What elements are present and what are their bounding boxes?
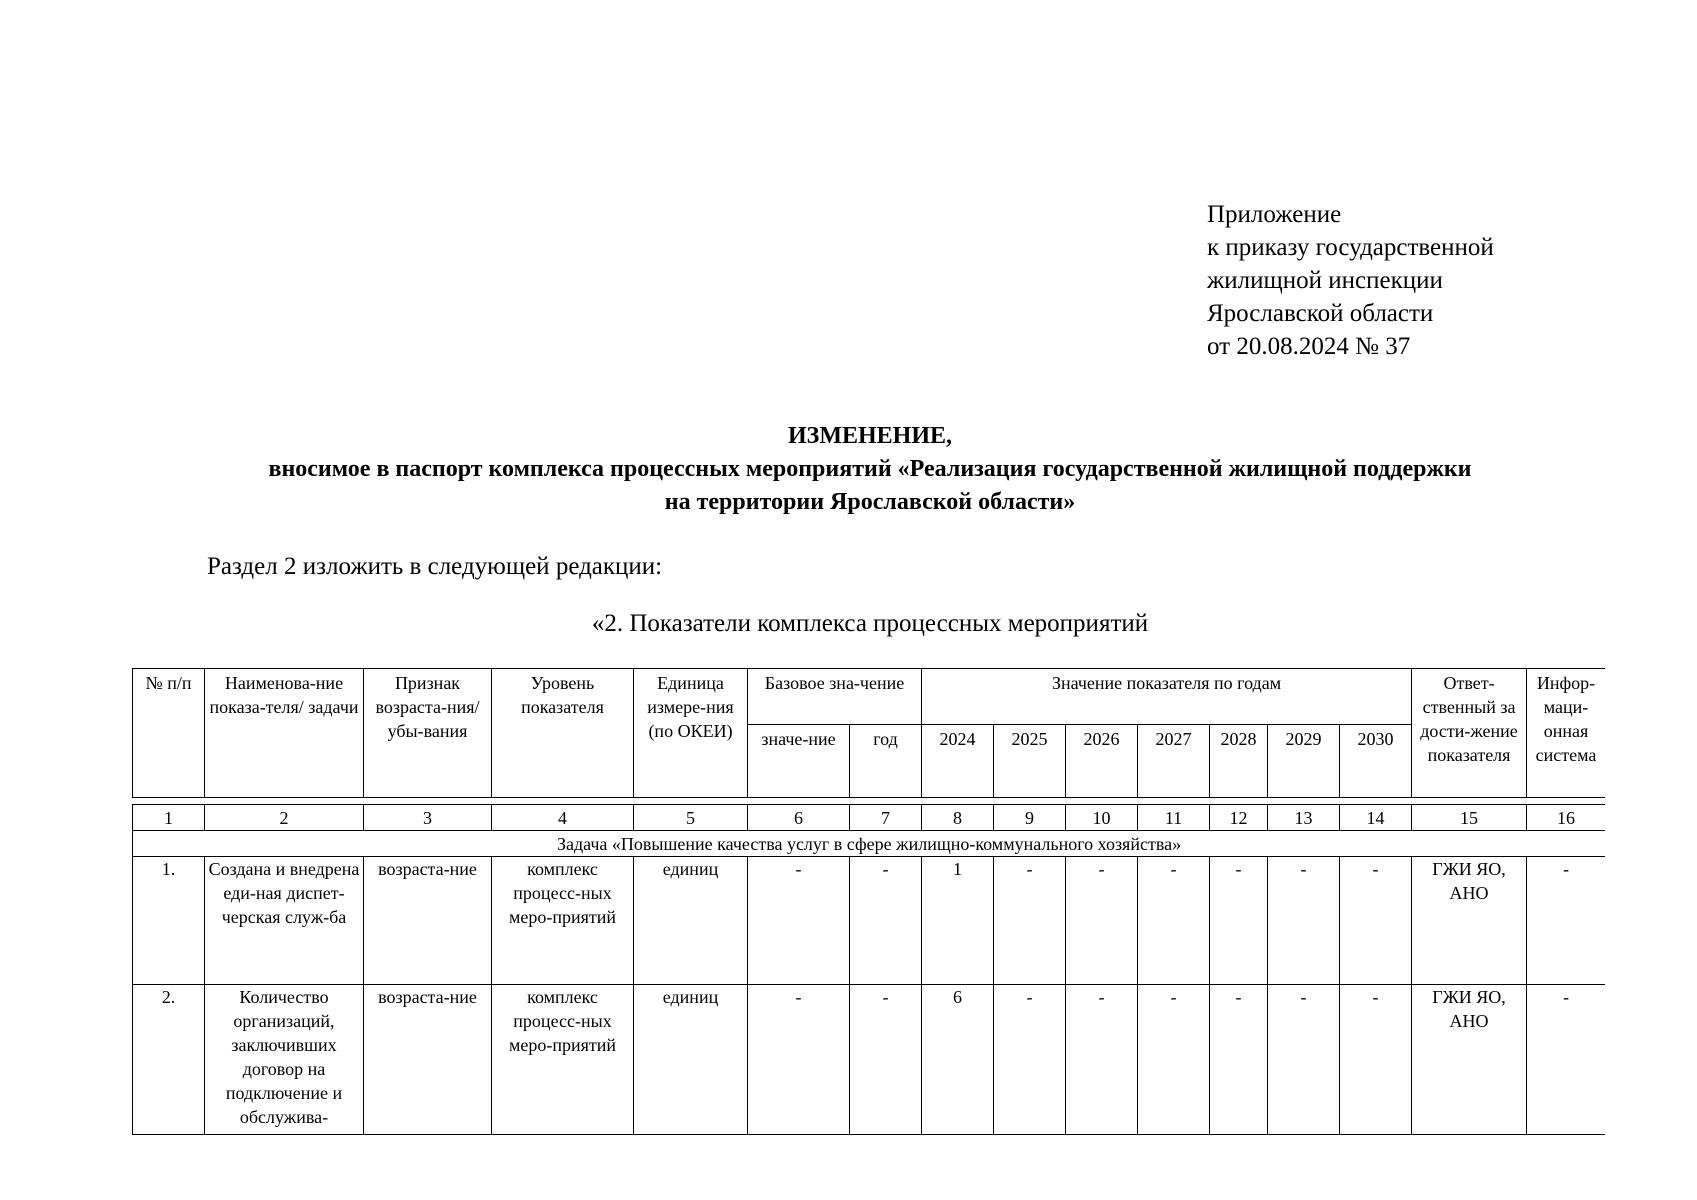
header-base: Базовое зна-чение [748,669,922,725]
header-base-year: год [850,725,922,798]
row-value-2029: - [1268,857,1340,985]
col-number: 3 [364,805,492,831]
title-line-1: ИЗМЕНЕНИЕ, [787,423,952,449]
column-numbers-row [133,805,1606,831]
row-value-2030: - [1340,985,1412,1135]
header-sign: Признак возраста-ния/ убы-вания [364,669,492,798]
col-number: 6 [748,805,850,831]
row-info-system: - [1527,857,1605,985]
appendix-line: Ярославской области [1207,300,1434,327]
header-year: 2030 [1340,725,1412,798]
col-number: 15 [1412,805,1527,831]
header-row-1 [133,669,1606,725]
row-base-year: - [850,857,922,985]
appendix-line: от 20.08.2024 № 37 [1207,333,1411,360]
header-gap [133,798,1606,805]
gap-cell [133,798,1606,805]
header-year: 2024 [922,725,994,798]
row-sign: возраста-ние [364,857,492,985]
header-responsible: Ответ-ственный за дости-жение показателя [1412,669,1527,798]
row-value-2025: - [994,985,1066,1135]
appendix-line: Приложение [1207,201,1342,228]
row-value-2026: - [1066,985,1138,1135]
header-year: 2026 [1066,725,1138,798]
col-number: 9 [994,805,1066,831]
instruction-text: Раздел 2 изложить в следующей редакции: [207,553,663,580]
row-level: комплекс процесс-ных меро-приятий [492,857,634,985]
row-base-year: - [850,985,922,1135]
task-row [133,831,1606,857]
table-row [133,857,1606,985]
row-value-2024: 1 [922,857,994,985]
row-value-2026: - [1066,857,1138,985]
title-line-2: вносимое в паспорт комплекса процессных мероприятий «Реализация государственной жилищной поддержки [268,456,1472,482]
header-values-by-year: Значение показателя по годам [922,669,1412,725]
header-info-system: Инфор-маци-онная система [1527,669,1605,798]
row-info-system: - [1527,985,1605,1135]
row-level: комплекс процесс-ных меро-приятий [492,985,634,1135]
document-title [0,420,1697,519]
row-num: 1. [133,857,205,985]
header-level: Уровень показателя [492,669,634,798]
col-number: 13 [1268,805,1340,831]
col-number: 2 [205,805,364,831]
section-title: «2. Показатели комплекса процессных мероприятий [591,610,1149,637]
header-name: Наименова-ние показа-теля/ задачи [205,669,364,798]
header-year: 2029 [1268,725,1340,798]
row-base-value: - [748,985,850,1135]
row-value-2028: - [1210,985,1268,1135]
row-value-2024: 6 [922,985,994,1135]
appendix-line: жилищной инспекции [1207,267,1443,294]
col-number: 11 [1138,805,1210,831]
col-number: 16 [1527,805,1605,831]
header-unit: Единица измере-ния (по ОКЕИ) [634,669,748,798]
col-number: 4 [492,805,634,831]
col-number: 10 [1066,805,1138,831]
row-name: Создана и внедрена еди-ная диспет-черская служ-ба [205,857,364,985]
row-unit: единиц [634,985,748,1135]
row-sign: возраста-ние [364,985,492,1135]
header-year: 2027 [1138,725,1210,798]
col-number: 1 [133,805,205,831]
row-responsible: ГЖИ ЯО, АНО [1412,857,1527,985]
title-line-3: на территории Ярославской области» [664,489,1076,515]
table-row [133,985,1606,1135]
indicators-table [132,668,1605,1135]
row-value-2027: - [1138,857,1210,985]
indicators-table-container [132,668,1605,1139]
header-base-value: значе-ние [748,725,850,798]
row-unit: единиц [634,857,748,985]
row-value-2027: - [1138,985,1210,1135]
col-number: 8 [922,805,994,831]
appendix-block [1207,198,1494,363]
row-value-2030: - [1340,857,1412,985]
col-number: 14 [1340,805,1412,831]
task-title: Задача «Повышение качества услуг в сфере жилищно-коммунального хозяйства» [133,831,1606,857]
header-year: 2025 [994,725,1066,798]
row-value-2028: - [1210,857,1268,985]
row-responsible: ГЖИ ЯО, АНО [1412,985,1527,1135]
row-name: Количество организаций, заключивших договор на подключение и обслужива- [205,985,364,1135]
row-value-2029: - [1268,985,1340,1135]
row-value-2025: - [994,857,1066,985]
col-number: 7 [850,805,922,831]
appendix-line: к приказу государственной [1207,234,1494,261]
header-num: № п/п [133,669,205,798]
col-number: 5 [634,805,748,831]
row-num: 2. [133,985,205,1135]
col-number: 12 [1210,805,1268,831]
header-year: 2028 [1210,725,1268,798]
row-base-value: - [748,857,850,985]
